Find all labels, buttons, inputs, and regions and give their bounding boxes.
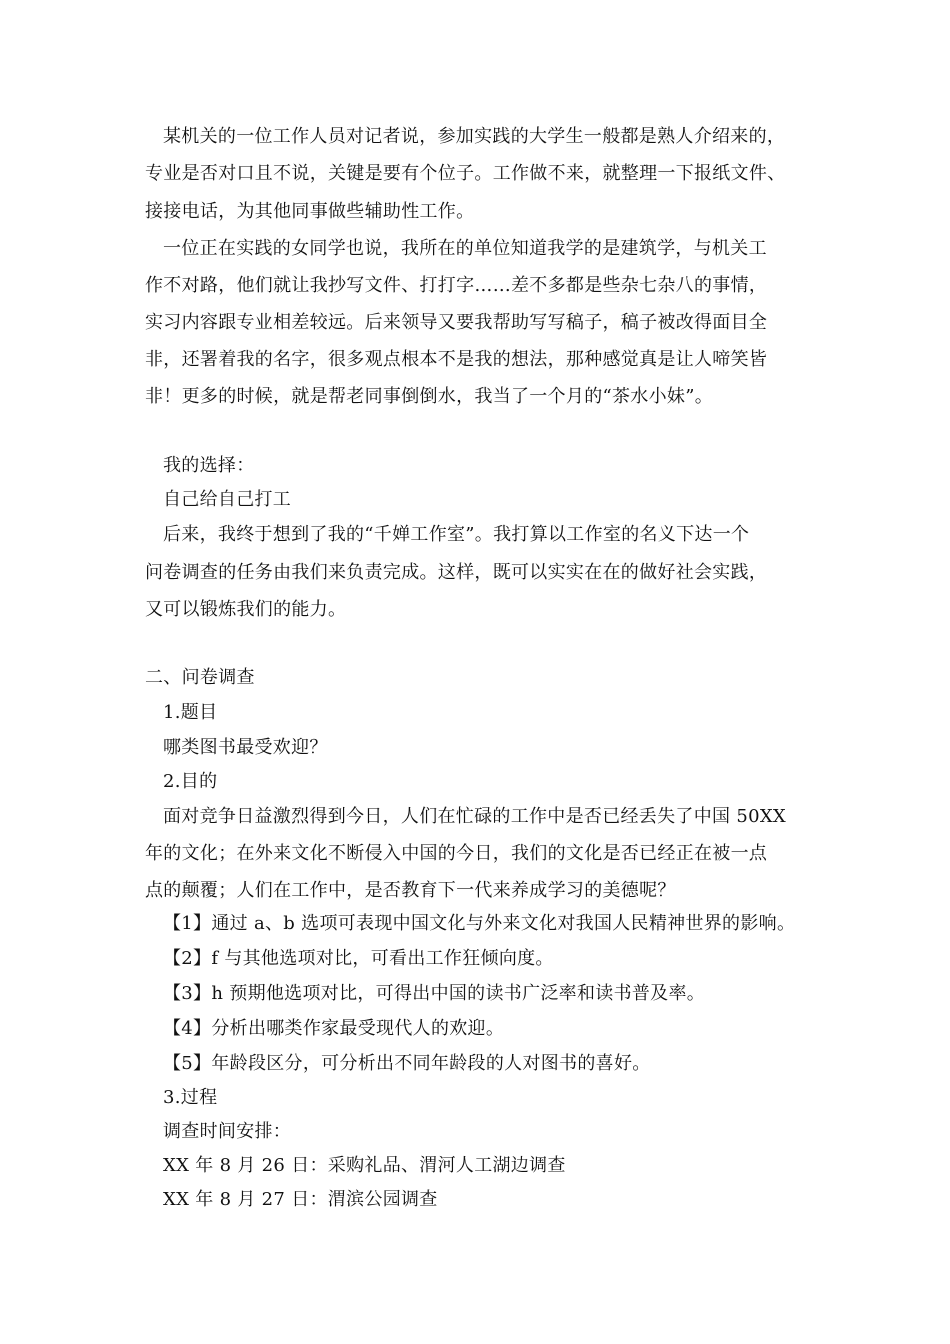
choice-label: 我的选择： xyxy=(163,455,255,476)
purpose-point-4: 【4】分析出哪类作家最受现代人的欢迎。 xyxy=(163,1018,505,1039)
section-2-heading: 二、问卷调查 xyxy=(145,667,255,688)
paragraph-3-line-1: 后来，我终于想到了我的“千婵工作室”。我打算以工作室的名义下达一个 xyxy=(163,524,750,545)
paragraph-2-line-2: 作不对路，他们就让我抄写文件、打打字……差不多都是些杂七杂八的事情， xyxy=(145,275,768,296)
purpose-point-5: 【5】年龄段区分，可分析出不同年龄段的人对图书的喜好。 xyxy=(163,1053,651,1074)
paragraph-1-line-2: 专业是否对口且不说，关键是要有个位子。工作做不来，就整理一下报纸文件、 xyxy=(145,163,786,184)
purpose-heading: 2.目的 xyxy=(163,771,218,792)
paragraph-3-line-2: 问卷调查的任务由我们来负责完成。这样，既可以实实在在的做好社会实践， xyxy=(145,562,768,583)
paragraph-2-line-3: 实习内容跟专业相差较远。后来领导又要我帮助写写稿子，稿子被改得面目全 xyxy=(145,312,768,333)
topic-text: 哪类图书最受欢迎？ xyxy=(163,737,328,758)
schedule-item-2: XX 年 8 月 27 日：渭滨公园调查 xyxy=(163,1189,438,1210)
paragraph-2-line-1: 一位正在实践的女同学也说，我所在的单位知道我学的是建筑学，与机关工 xyxy=(163,238,767,259)
purpose-point-1: 【1】通过 a、b 选项可表现中国文化与外来文化对我国人民精神世界的影响。 xyxy=(163,913,796,934)
paragraph-1-line-1: 某机关的一位工作人员对记者说，参加实践的大学生一般都是熟人介绍来的， xyxy=(163,126,786,147)
paragraph-2-line-5: 非！更多的时候，就是帮老同事倒倒水，我当了一个月的“茶水小妹”。 xyxy=(145,386,714,407)
purpose-line-3: 点的颠覆；人们在工作中，是否教育下一代来养成学习的美德呢？ xyxy=(145,880,676,901)
process-heading: 3.过程 xyxy=(163,1087,218,1108)
schedule-label: 调查时间安排： xyxy=(163,1121,292,1142)
topic-heading: 1.题目 xyxy=(163,702,218,723)
schedule-item-1: XX 年 8 月 26 日：采购礼品、渭河人工湖边调查 xyxy=(163,1155,566,1176)
purpose-point-2: 【2】f 与其他选项对比，可看出工作狂倾向度。 xyxy=(163,948,554,969)
choice-title: 自己给自己打工 xyxy=(163,489,292,510)
purpose-point-3: 【3】h 预期他选项对比，可得出中国的读书广泛率和读书普及率。 xyxy=(163,983,706,1004)
paragraph-1-line-3: 接接电话，为其他同事做些辅助性工作。 xyxy=(145,201,475,222)
paragraph-2-line-4: 非，还署着我的名字，很多观点根本不是我的想法，那种感觉真是让人啼笑皆 xyxy=(145,349,768,370)
purpose-line-2: 年的文化；在外来文化不断侵入中国的今日，我们的文化是否已经正在被一点 xyxy=(145,843,768,864)
paragraph-3-line-3: 又可以锻炼我们的能力。 xyxy=(145,599,347,620)
purpose-line-1: 面对竞争日益激烈得到今日，人们在忙碌的工作中是否已经丢失了中国 50XX xyxy=(163,806,787,827)
